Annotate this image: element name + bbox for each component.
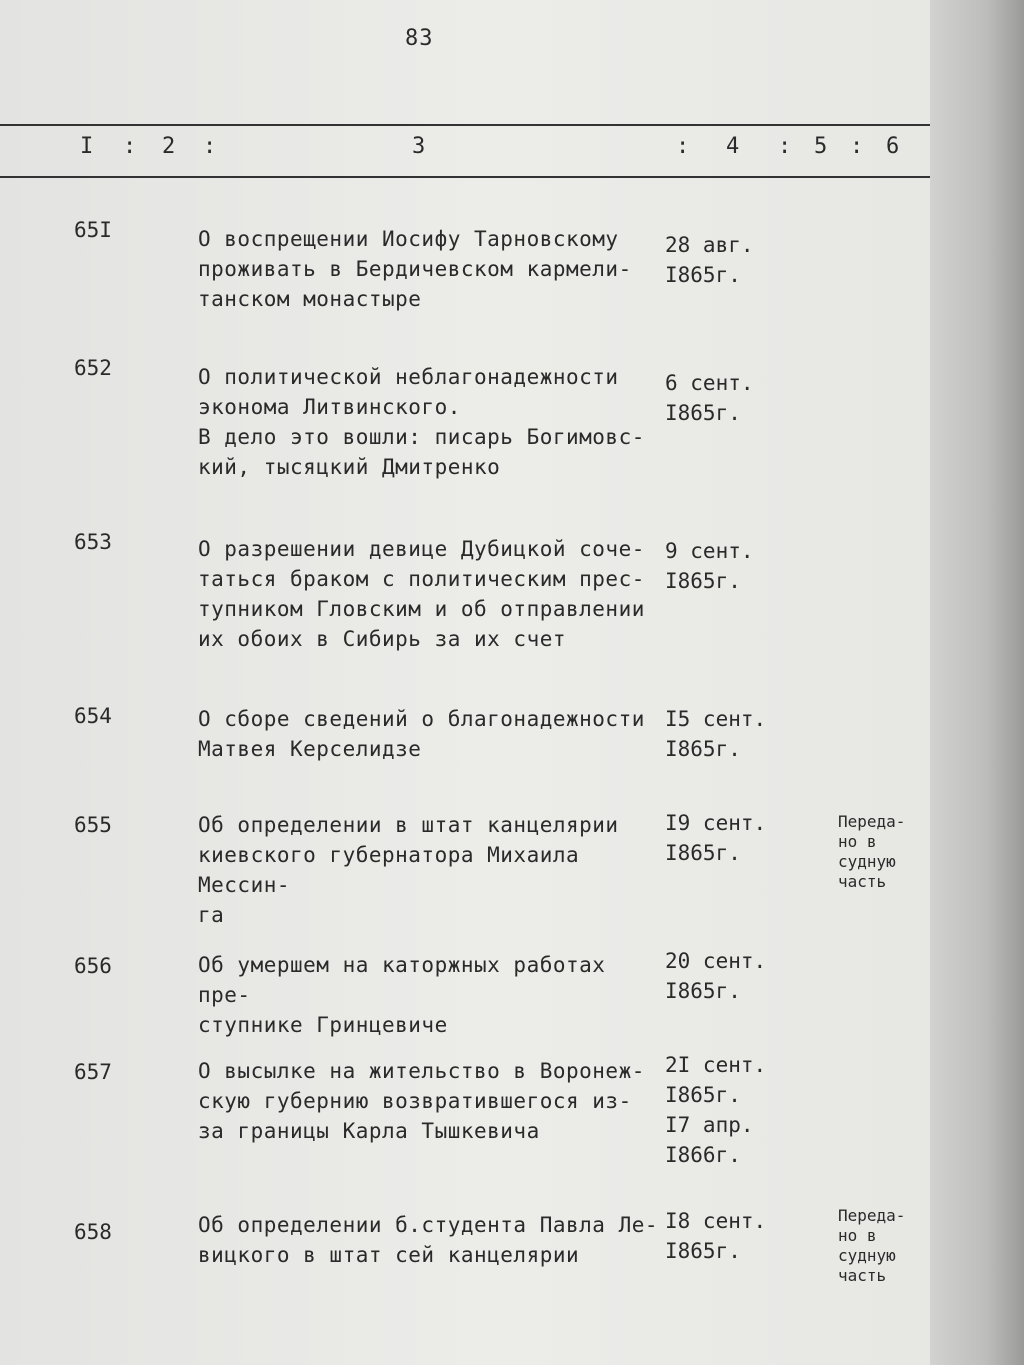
- entry-date: I9 сент. I865г.: [665, 811, 767, 865]
- column-separator: :: [850, 134, 864, 159]
- column-separator: :: [778, 134, 792, 159]
- column-header-5: 5: [814, 134, 828, 159]
- header-rule-bottom: [0, 176, 930, 178]
- entry-number: 652: [74, 356, 112, 380]
- entry-number: 653: [74, 530, 112, 554]
- page-number: 83: [405, 26, 434, 51]
- column-header-6: 6: [886, 134, 900, 159]
- entry-title: О разрешении девице Дубицкой соче- таться браком с политическим прес- тупником Гловским и об отправлении их обоих в Сибирь за их счет: [198, 537, 645, 651]
- column-separator: :: [676, 134, 690, 159]
- column-separator: :: [123, 134, 137, 159]
- entry-date: 28 авг. I865г.: [665, 233, 754, 287]
- entry-date: I8 сент. I865г.: [665, 1209, 767, 1263]
- column-header-4: 4: [726, 134, 740, 159]
- entry-number: 655: [74, 813, 112, 837]
- column-separator: :: [203, 134, 217, 159]
- column-header-2: 2: [162, 134, 176, 159]
- entry-title: О высылке на жительство в Воронеж- скую губернию возвратившегося из- за границы Карла Тышкевича: [198, 1059, 645, 1143]
- entry-date: 20 сент. I865г.: [665, 949, 767, 1003]
- column-header-1: I: [80, 134, 94, 159]
- entry-title: Об определении б.студента Павла Ле- вицкого в штат сей канцелярии: [198, 1213, 659, 1267]
- entry-title: О политической неблагонадежности эконома Литвинского. В дело это вошли: писарь Богимовс- кий, тысяцкий Дмитренко: [198, 365, 645, 479]
- entry-date: 6 сент. I865г.: [665, 371, 754, 425]
- entry-number: 656: [74, 954, 112, 978]
- entry-number: 658: [74, 1220, 112, 1244]
- entry-title: Об определении в штат канцелярии киевского губернатора Михаила Мессин- га: [198, 813, 619, 927]
- entry-number: 654: [74, 704, 112, 728]
- entry-note: Переда- но в судную часть: [838, 812, 906, 891]
- entry-title: О сборе сведений о благонадежности Матвея Керселидзе: [198, 707, 645, 761]
- page-edge-shadow: [930, 0, 1024, 1365]
- header-rule-top: [0, 124, 930, 126]
- entry-date: 2I сент. I865г. I7 апр. I866г.: [665, 1053, 767, 1167]
- entry-date: 9 сент. I865г.: [665, 539, 754, 593]
- entry-note: Переда- но в судную часть: [838, 1206, 906, 1285]
- entry-title: Об умершем на каторжных работах пре- ступнике Гринцевиче: [198, 953, 606, 1037]
- entry-number: 65I: [74, 218, 112, 242]
- entry-title: О воспрещении Иосифу Тарновскому проживать в Бердичевском кармели- танском монастыре: [198, 227, 632, 311]
- column-header-3: 3: [412, 134, 426, 159]
- entry-number: 657: [74, 1060, 112, 1084]
- entry-date: I5 сент. I865г.: [665, 707, 767, 761]
